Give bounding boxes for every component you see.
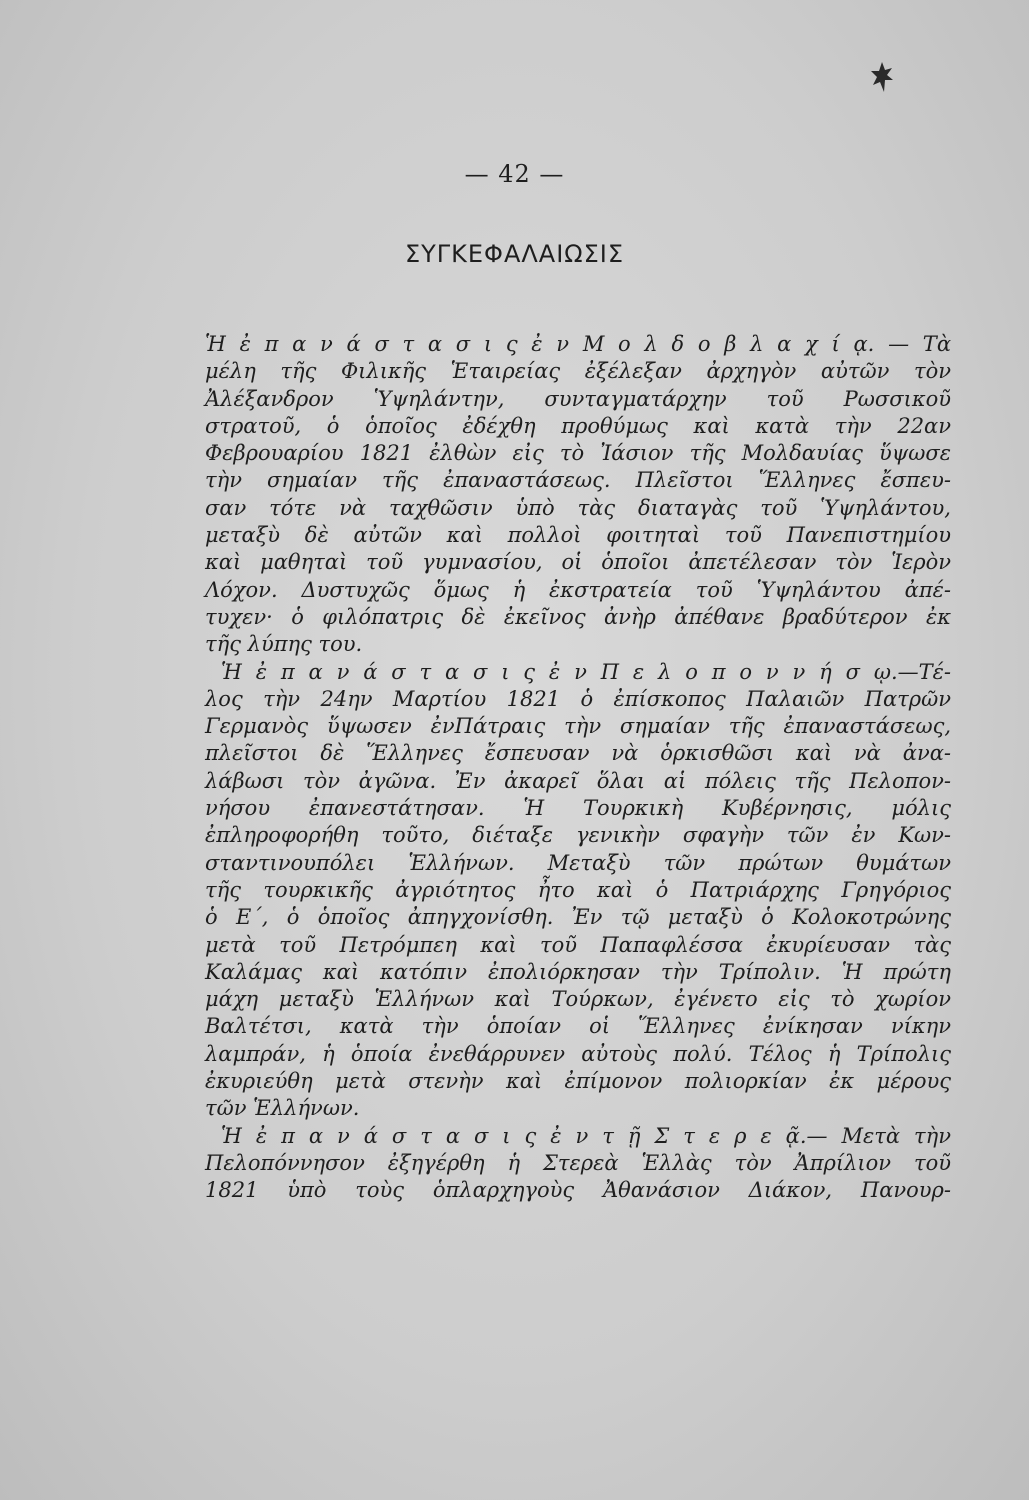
text-line: τὴν σημαίαν τῆς ἐπαναστάσεως. Πλεῖστοι Ἕλληνες ἔσπευ- (205, 468, 951, 493)
text-line: μέλη τῆς Φιλικῆς Ἑταιρείας ἐξέλεξαν ἀρχηγὸν αὐτῶν τὸν (205, 359, 951, 384)
text-line: ἐπληροφορήθη τοῦτο, διέταξε γενικὴν σφαγὴν τῶν ἐν Κων- (205, 823, 951, 848)
page-number: — 42 — (464, 160, 565, 188)
text-line: νήσου ἐπανεστάτησαν. Ἡ Τουρκικὴ Κυβέρνησις, μόλις (205, 796, 951, 821)
text-line: ἐκυριεύθη μετὰ στενὴν καὶ ἐπίμονον πολιορκίαν ἐκ μέρους (205, 1069, 951, 1094)
text-line: μεταξὺ δὲ αὐτῶν καὶ πολλοὶ φοιτηταὶ τοῦ Πανεπιστημίου (205, 523, 951, 548)
text-line: σταντινουπόλει Ἑλλήνων. Μεταξὺ τῶν πρώτων θυμάτων (205, 850, 951, 875)
text-line: λαμπράν, ἡ ὁποία ἐνεθάρρυνεν αὐτοὺς πολύ. Τέλος ἡ Τρίπολις (205, 1041, 951, 1066)
text-line: τῆς τουρκικῆς ἀγριότητος ἦτο καὶ ὁ Πατριάρχης Γρηγόριος (205, 877, 951, 902)
text-line: Ἡ ἐ π α ν ά σ τ α σ ι ς ἐ ν τ ῇ Σ τ ε ρ ε ᾷ.— Μετὰ τὴν (221, 1123, 951, 1148)
text-line: 1821 ὑπὸ τοὺς ὁπλαρχηγοὺς Ἀθανάσιον Διάκον, Πανουρ- (205, 1178, 951, 1203)
text-line: Λόχον. Δυστυχῶς ὅμως ἡ ἐκστρατεία τοῦ Ὑψηλάντου ἀπέ- (205, 577, 951, 602)
text-line: Βαλτέτσι, κατὰ τὴν ὁποίαν οἱ Ἕλληνες ἐνίκησαν νίκην (205, 1014, 951, 1039)
text-line: Ἡ ἐ π α ν ά σ τ α σ ι ς ἐ ν Μ ο λ δ ο β λ α χ ί ᾳ. — Τὰ (205, 332, 951, 356)
text-line: Γερμανὸς ὕψωσεν ἐνΠάτραις τὴν σημαίαν τῆς ἐπαναστάσεως, (205, 714, 951, 739)
text-line: λος τὴν 24ην Μαρτίου 1821 ὁ ἐπίσκοπος Παλαιῶν Πατρῶν (205, 686, 951, 711)
text-line: τυχεν· ὁ φιλόπατρις δὲ ἐκεῖνος ἀνὴρ ἀπέθανε βραδύτερον ἐκ (205, 604, 951, 629)
text-line: Φεβρουαρίου 1821 ἐλθὼν εἰς τὸ Ἰάσιον τῆς Μολδαυίας ὕψωσε (205, 441, 951, 466)
text-line: πλεῖστοι δὲ Ἕλληνες ἔσπευσαν νὰ ὁρκισθῶσι καὶ νὰ ἀνα- (205, 741, 951, 766)
text-line: Ἀλέξανδρον Ὑψηλάντην, συνταγματάρχην τοῦ Ρωσσικοῦ (205, 386, 951, 411)
text-line: σαν τότε νὰ ταχθῶσιν ὑπὸ τὰς διαταγὰς τοῦ Ὑψηλάντου, (205, 495, 951, 520)
text-line: Καλάμας καὶ κατόπιν ἐπολιόρκησαν τὴν Τρίπολιν. Ἡ πρώτη (205, 959, 951, 984)
text-line: τῶν Ἑλλήνων. (205, 1096, 360, 1121)
text-line: Πελοπόννησον ἐξηγέρθη ἡ Στερεὰ Ἑλλὰς τὸν Ἀπρίλιον τοῦ (205, 1150, 951, 1175)
section-heading: ΣΥΓΚΕΦΑΛΑΙΩΣΙΣ (404, 240, 625, 268)
text-line: Ἡ ἐ π α ν ά σ τ α σ ι ς ἐ ν Π ε λ ο π ο ν ν ή σ ῳ.—Τέ- (221, 659, 951, 684)
text-line: ὁ Ε΄, ὁ ὁποῖος ἀπηγχονίσθη. Ἐν τῷ μεταξὺ ὁ Κολοκοτρώνης (205, 905, 951, 930)
text-line: μετὰ τοῦ Πετρόμπεη καὶ τοῦ Παπαφλέσσα ἐκυρίευσαν τὰς (205, 932, 951, 957)
text-line: μάχη μεταξὺ Ἑλλήνων καὶ Τούρκων, ἐγένετο εἰς τὸ χωρίον (205, 987, 951, 1012)
text-line: λάβωσι τὸν ἀγῶνα. Ἐν ἀκαρεῖ ὅλαι αἱ πόλεις τῆς Πελοπον- (205, 768, 951, 793)
ink-blot-mark (868, 58, 896, 98)
text-line: καὶ μαθηταὶ τοῦ γυμνασίου, οἱ ὁποῖοι ἀπετέλεσαν τὸν Ἱερὸν (205, 550, 951, 575)
text-line: τῆς λύπης του. (205, 632, 363, 657)
summary-body-text (205, 331, 951, 1205)
text-line: στρατοῦ, ὁ ὁποῖος ἐδέχθη προθύμως καὶ κατὰ τὴν 22αν (205, 413, 951, 438)
